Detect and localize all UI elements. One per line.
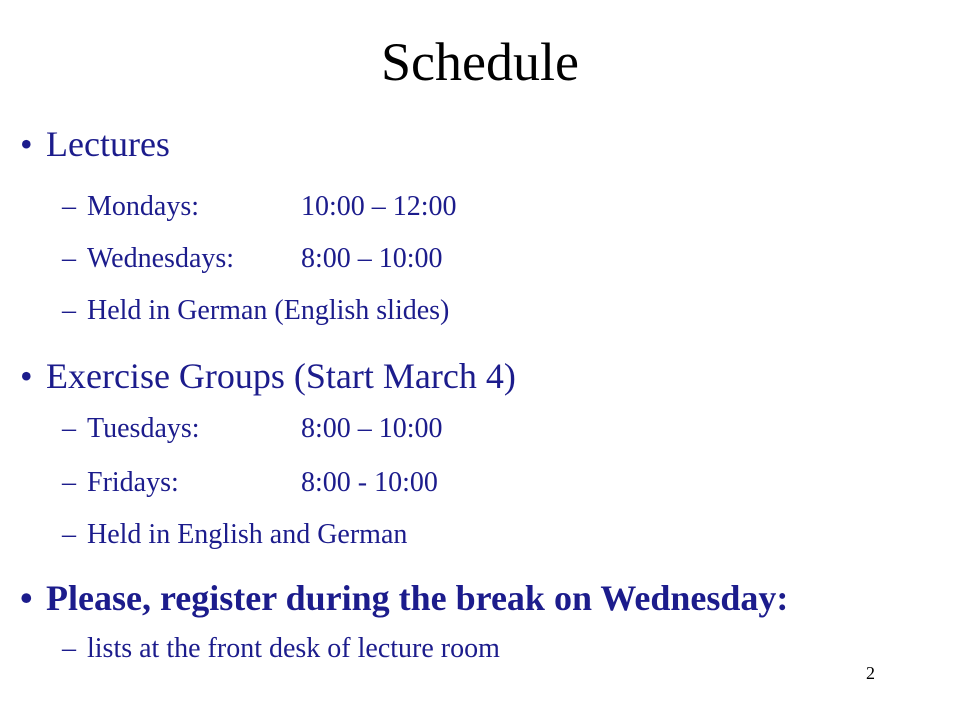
dash-icon: – [62,413,76,444]
dash-icon: – [62,633,76,664]
exercises-heading-text: Exercise Groups (Start March 4) [46,356,516,396]
lectures-monday-row [20,190,950,224]
lectures-monday-time: 10:00 – 12:00 [301,191,457,222]
lectures-heading-text: Lectures [46,124,170,164]
dash-icon: – [62,191,76,222]
page-number: 2 [866,663,875,683]
exercises-language-row [20,518,950,552]
registration-heading [20,576,950,620]
registration-heading-text: Please, register during the break on Wednesday: [46,578,789,618]
dash-icon: – [62,519,76,550]
registration-note: lists at the front desk of lecture room [87,633,500,664]
lectures-wednesday-time: 8:00 – 10:00 [301,243,443,274]
slide-title: Schedule [381,32,579,92]
exercises-tuesday-day: Tuesdays: [87,413,200,444]
exercises-tuesday-time: 8:00 – 10:00 [301,413,443,444]
dash-icon: – [62,295,76,326]
lectures-heading [20,122,950,166]
bullet-icon: • [20,356,33,396]
exercises-friday-row [20,466,950,500]
lectures-wednesday-day: Wednesdays: [87,243,235,274]
bullet-icon: • [20,578,33,618]
exercises-friday-time: 8:00 - 10:00 [301,467,438,498]
dash-icon: – [62,467,76,498]
exercises-language-note: Held in English and German [87,519,408,550]
registration-section [20,576,950,620]
bullet-icon: • [20,124,33,164]
registration-note-row [20,632,950,666]
exercises-heading [20,354,950,398]
lectures-section [20,122,950,166]
dash-icon: – [62,243,76,274]
lectures-language-row [20,294,950,328]
exercises-tuesday-row [20,412,950,446]
lectures-wednesday-row [20,242,950,276]
exercises-section [20,354,950,398]
exercises-friday-day: Fridays: [87,467,179,498]
lectures-language-note: Held in German (English slides) [87,295,450,326]
lectures-monday-day: Mondays: [87,191,199,222]
